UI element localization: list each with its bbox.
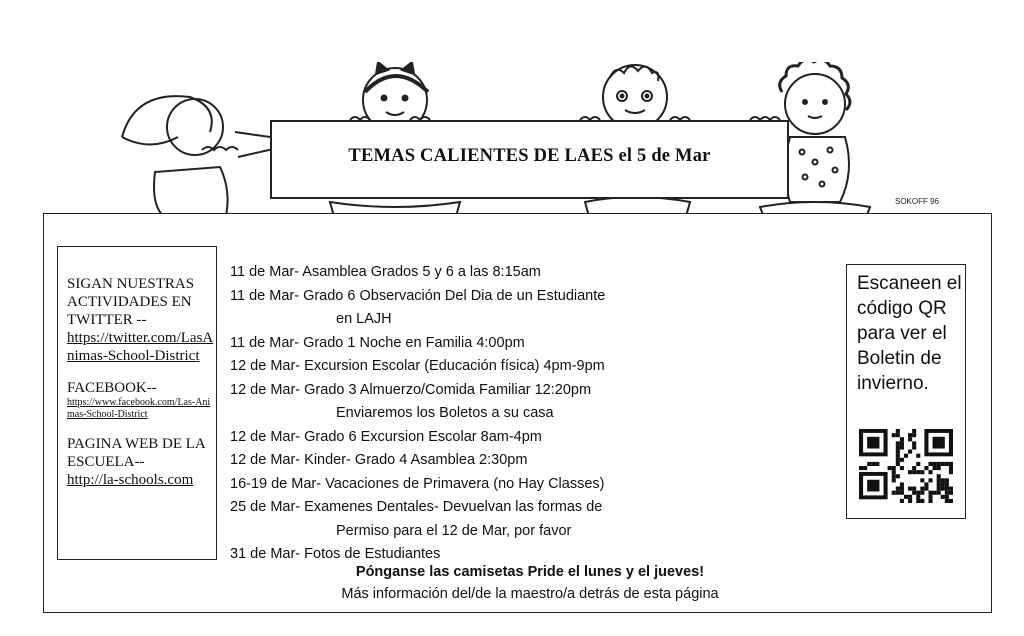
page-title: TEMAS CALIENTES DE LAES el 5 de Mar: [348, 146, 711, 166]
event-line-continuation: Enviaremos los Boletos a su casa: [336, 405, 554, 421]
event-line: 11 de Mar- Grado 1 Noche en Familia 4:00pm: [230, 334, 525, 351]
qr-code-icon[interactable]: [859, 429, 953, 503]
event-line-continuation: en LAJH: [336, 311, 392, 327]
event-line: 25 de Mar- Examenes Dentales- Devuelvan las formas de: [230, 499, 603, 515]
facebook-link[interactable]: https://www.facebook.com/Las-Animas-School-District: [67, 397, 211, 420]
website-link[interactable]: http://la-schools.com: [67, 472, 194, 488]
website-heading: PAGINA WEB DE LA ESCUELA--: [67, 436, 205, 470]
twitter-link[interactable]: https://twitter.com/LasAnimas-School-District: [67, 330, 214, 364]
event-line: 31 de Mar- Fotos de Estudiantes: [230, 546, 441, 562]
qr-box: [846, 264, 966, 519]
facebook-heading: FACEBOOK--: [67, 380, 157, 396]
event-line: 12 de Mar- Excursion Escolar (Educación física) 4pm-9pm: [230, 358, 605, 374]
event-line-continuation: Permiso para el 12 de Mar, por favor: [336, 522, 572, 539]
event-line: 12 de Mar- Kinder- Grado 4 Asamblea 2:30pm: [230, 452, 528, 468]
kid-with-cap: [122, 96, 285, 220]
pride-shirt-note: Pónganse las camisetas Pride el lunes y el jueves!: [355, 564, 705, 580]
more-info-note: Más información del/de la maestro/a detrás de esta página: [341, 586, 719, 602]
artist-signature: SOKOFF 96: [895, 197, 940, 206]
title-banner: [270, 120, 789, 199]
social-links-box: [57, 246, 217, 560]
twitter-heading: SIGAN NUESTRAS ACTIVIDADES EN TWITTER --: [67, 276, 195, 328]
twitter-section: [67, 275, 216, 365]
event-line: 11 de Mar- Asamblea Grados 5 y 6 a las 8:15am: [230, 264, 541, 280]
facebook-section: [67, 379, 216, 421]
events-list: [230, 262, 830, 568]
event-line: 11 de Mar- Grado 6 Observación Del Dia de un Estudiante: [230, 287, 606, 304]
event-line: 12 de Mar- Grado 6 Excursion Escolar 8am-4pm: [230, 428, 542, 445]
event-line: 16-19 de Mar- Vacaciones de Primavera (no Hay Classes): [230, 475, 605, 492]
website-section: [67, 435, 216, 489]
qr-instructions: Escaneen el código QR para ver el Boletin de invierno.: [857, 273, 962, 394]
event-line: 12 de Mar- Grado 3 Almuerzo/Comida Familiar 12:20pm: [230, 381, 592, 398]
